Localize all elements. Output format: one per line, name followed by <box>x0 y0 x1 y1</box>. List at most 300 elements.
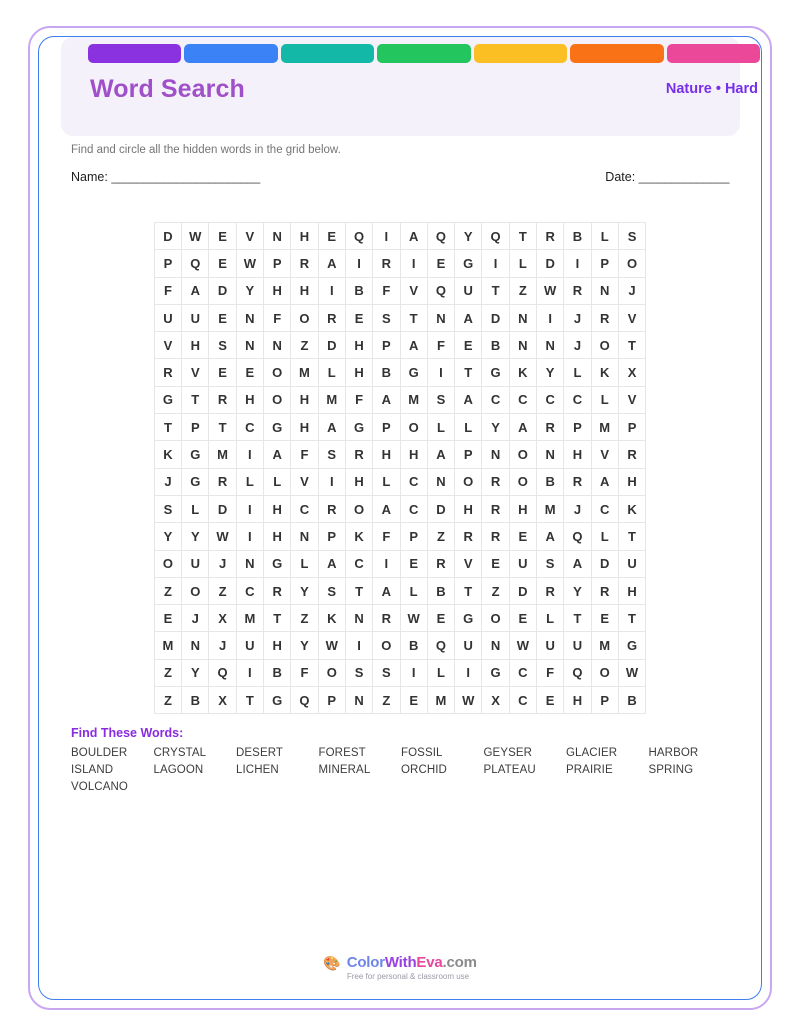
wordlist-item[interactable]: ORCHID <box>401 764 447 776</box>
grid-cell-r6c14[interactable]: K <box>509 359 536 386</box>
grid-cell-r8c16[interactable]: P <box>564 414 591 441</box>
wordlist-item[interactable]: SPRING <box>648 764 694 776</box>
grid-cell-r5c15[interactable]: N <box>536 332 563 359</box>
grid-cell-r11c1[interactable]: S <box>154 495 181 522</box>
grid-cell-r15c1[interactable]: E <box>154 605 181 632</box>
grid-cell-r2c18[interactable]: O <box>618 250 645 277</box>
grid-cell-r9c15[interactable]: N <box>536 441 563 468</box>
grid-cell-r1c17[interactable]: L <box>591 223 618 250</box>
grid-cell-r10c18[interactable]: H <box>618 468 645 495</box>
grid-cell-r11c13[interactable]: R <box>482 495 509 522</box>
grid-cell-r2c11[interactable]: E <box>427 250 454 277</box>
grid-cell-r17c4[interactable]: I <box>236 659 263 686</box>
grid-cell-r3c8[interactable]: B <box>345 277 372 304</box>
wordlist-item[interactable]: PRAIRIE <box>566 764 613 776</box>
grid-cell-r17c9[interactable]: S <box>373 659 400 686</box>
grid-cell-r15c13[interactable]: O <box>482 605 509 632</box>
grid-cell-r5c9[interactable]: P <box>373 332 400 359</box>
grid-cell-r15c15[interactable]: L <box>536 605 563 632</box>
grid-cell-r6c9[interactable]: B <box>373 359 400 386</box>
grid-cell-r6c1[interactable]: R <box>154 359 181 386</box>
grid-cell-r11c8[interactable]: O <box>345 495 372 522</box>
grid-cell-r13c9[interactable]: I <box>373 550 400 577</box>
grid-cell-r18c15[interactable]: E <box>536 687 563 714</box>
grid-cell-r7c8[interactable]: F <box>345 386 372 413</box>
grid-cell-r4c14[interactable]: N <box>509 304 536 331</box>
grid-cell-r12c1[interactable]: Y <box>154 523 181 550</box>
grid-cell-r5c3[interactable]: S <box>209 332 236 359</box>
grid-cell-r4c2[interactable]: U <box>182 304 209 331</box>
grid-cell-r13c14[interactable]: U <box>509 550 536 577</box>
grid-cell-r14c17[interactable]: R <box>591 577 618 604</box>
grid-cell-r5c13[interactable]: B <box>482 332 509 359</box>
grid-cell-r17c10[interactable]: I <box>400 659 427 686</box>
grid-cell-r3c10[interactable]: V <box>400 277 427 304</box>
wordlist-item[interactable]: HARBOR <box>648 747 699 759</box>
grid-cell-r14c5[interactable]: R <box>264 577 291 604</box>
grid-cell-r11c6[interactable]: C <box>291 495 318 522</box>
grid-cell-r16c18[interactable]: G <box>618 632 645 659</box>
grid-cell-r12c11[interactable]: Z <box>427 523 454 550</box>
grid-cell-r13c5[interactable]: G <box>264 550 291 577</box>
grid-cell-r2c13[interactable]: I <box>482 250 509 277</box>
grid-cell-r11c5[interactable]: H <box>264 495 291 522</box>
grid-cell-r3c9[interactable]: F <box>373 277 400 304</box>
grid-cell-r7c15[interactable]: C <box>536 386 563 413</box>
grid-cell-r13c11[interactable]: R <box>427 550 454 577</box>
grid-cell-r8c18[interactable]: P <box>618 414 645 441</box>
grid-cell-r9c5[interactable]: A <box>264 441 291 468</box>
grid-cell-r15c3[interactable]: X <box>209 605 236 632</box>
grid-cell-r11c11[interactable]: D <box>427 495 454 522</box>
grid-cell-r14c16[interactable]: Y <box>564 577 591 604</box>
grid-cell-r11c14[interactable]: H <box>509 495 536 522</box>
grid-cell-r17c14[interactable]: C <box>509 659 536 686</box>
grid-cell-r9c7[interactable]: S <box>318 441 345 468</box>
grid-cell-r1c11[interactable]: Q <box>427 223 454 250</box>
grid-cell-r6c3[interactable]: E <box>209 359 236 386</box>
grid-cell-r14c9[interactable]: A <box>373 577 400 604</box>
grid-cell-r12c6[interactable]: N <box>291 523 318 550</box>
grid-cell-r2c6[interactable]: R <box>291 250 318 277</box>
grid-cell-r2c8[interactable]: I <box>345 250 372 277</box>
grid-cell-r16c15[interactable]: U <box>536 632 563 659</box>
grid-cell-r17c3[interactable]: Q <box>209 659 236 686</box>
grid-cell-r16c4[interactable]: U <box>236 632 263 659</box>
grid-cell-r7c4[interactable]: H <box>236 386 263 413</box>
grid-cell-r18c8[interactable]: N <box>345 687 372 714</box>
grid-cell-r13c1[interactable]: O <box>154 550 181 577</box>
grid-cell-r10c15[interactable]: B <box>536 468 563 495</box>
grid-cell-r8c2[interactable]: P <box>182 414 209 441</box>
grid-cell-r18c5[interactable]: G <box>264 687 291 714</box>
wordlist-item[interactable]: DESERT <box>236 747 284 759</box>
word-search-grid[interactable] <box>154 222 646 714</box>
grid-cell-r11c3[interactable]: D <box>209 495 236 522</box>
grid-cell-r9c8[interactable]: R <box>345 441 372 468</box>
grid-cell-r5c17[interactable]: O <box>591 332 618 359</box>
grid-cell-r14c6[interactable]: Y <box>291 577 318 604</box>
grid-cell-r14c10[interactable]: L <box>400 577 427 604</box>
grid-cell-r13c15[interactable]: S <box>536 550 563 577</box>
grid-cell-r18c11[interactable]: M <box>427 687 454 714</box>
grid-cell-r1c15[interactable]: R <box>536 223 563 250</box>
grid-cell-r12c4[interactable]: I <box>236 523 263 550</box>
grid-cell-r4c18[interactable]: V <box>618 304 645 331</box>
grid-cell-r1c5[interactable]: N <box>264 223 291 250</box>
grid-cell-r11c9[interactable]: A <box>373 495 400 522</box>
grid-cell-r8c6[interactable]: H <box>291 414 318 441</box>
grid-cell-r8c4[interactable]: C <box>236 414 263 441</box>
grid-cell-r17c16[interactable]: Q <box>564 659 591 686</box>
grid-cell-r13c3[interactable]: J <box>209 550 236 577</box>
grid-cell-r14c4[interactable]: C <box>236 577 263 604</box>
grid-cell-r6c7[interactable]: L <box>318 359 345 386</box>
grid-cell-r17c8[interactable]: S <box>345 659 372 686</box>
grid-cell-r18c2[interactable]: B <box>182 687 209 714</box>
grid-cell-r2c17[interactable]: P <box>591 250 618 277</box>
grid-cell-r7c10[interactable]: M <box>400 386 427 413</box>
grid-cell-r1c3[interactable]: E <box>209 223 236 250</box>
grid-cell-r4c4[interactable]: N <box>236 304 263 331</box>
grid-cell-r17c7[interactable]: O <box>318 659 345 686</box>
grid-cell-r12c2[interactable]: Y <box>182 523 209 550</box>
grid-cell-r8c7[interactable]: A <box>318 414 345 441</box>
grid-cell-r12c18[interactable]: T <box>618 523 645 550</box>
grid-cell-r13c18[interactable]: U <box>618 550 645 577</box>
grid-cell-r9c12[interactable]: P <box>455 441 482 468</box>
grid-cell-r5c14[interactable]: N <box>509 332 536 359</box>
grid-cell-r1c12[interactable]: Y <box>455 223 482 250</box>
grid-cell-r3c7[interactable]: I <box>318 277 345 304</box>
grid-cell-r5c8[interactable]: H <box>345 332 372 359</box>
grid-cell-r12c17[interactable]: L <box>591 523 618 550</box>
grid-cell-r13c7[interactable]: A <box>318 550 345 577</box>
grid-cell-r17c17[interactable]: O <box>591 659 618 686</box>
grid-cell-r13c4[interactable]: N <box>236 550 263 577</box>
grid-cell-r2c15[interactable]: D <box>536 250 563 277</box>
wordlist-item[interactable]: LICHEN <box>236 764 279 776</box>
grid-cell-r11c7[interactable]: R <box>318 495 345 522</box>
grid-cell-r18c10[interactable]: E <box>400 687 427 714</box>
grid-cell-r3c13[interactable]: T <box>482 277 509 304</box>
grid-cell-r12c16[interactable]: Q <box>564 523 591 550</box>
grid-cell-r4c5[interactable]: F <box>264 304 291 331</box>
grid-cell-r16c16[interactable]: U <box>564 632 591 659</box>
grid-cell-r11c2[interactable]: L <box>182 495 209 522</box>
grid-cell-r16c17[interactable]: M <box>591 632 618 659</box>
grid-cell-r9c16[interactable]: H <box>564 441 591 468</box>
grid-cell-r15c14[interactable]: E <box>509 605 536 632</box>
grid-cell-r1c7[interactable]: E <box>318 223 345 250</box>
grid-cell-r3c6[interactable]: H <box>291 277 318 304</box>
grid-cell-r8c3[interactable]: T <box>209 414 236 441</box>
grid-cell-r13c10[interactable]: E <box>400 550 427 577</box>
grid-cell-r7c6[interactable]: H <box>291 386 318 413</box>
grid-cell-r15c4[interactable]: M <box>236 605 263 632</box>
grid-cell-r14c2[interactable]: O <box>182 577 209 604</box>
grid-cell-r7c1[interactable]: G <box>154 386 181 413</box>
grid-cell-r15c7[interactable]: K <box>318 605 345 632</box>
grid-cell-r2c4[interactable]: W <box>236 250 263 277</box>
grid-cell-r10c4[interactable]: L <box>236 468 263 495</box>
grid-cell-r7c13[interactable]: C <box>482 386 509 413</box>
grid-cell-r8c1[interactable]: T <box>154 414 181 441</box>
grid-cell-r7c12[interactable]: A <box>455 386 482 413</box>
grid-cell-r9c14[interactable]: O <box>509 441 536 468</box>
grid-cell-r17c5[interactable]: B <box>264 659 291 686</box>
grid-cell-r1c13[interactable]: Q <box>482 223 509 250</box>
grid-cell-r15c10[interactable]: W <box>400 605 427 632</box>
grid-cell-r14c8[interactable]: T <box>345 577 372 604</box>
grid-cell-r4c12[interactable]: A <box>455 304 482 331</box>
grid-cell-r16c5[interactable]: H <box>264 632 291 659</box>
grid-cell-r10c5[interactable]: L <box>264 468 291 495</box>
grid-cell-r8c14[interactable]: A <box>509 414 536 441</box>
wordlist-item[interactable]: MINERAL <box>318 764 371 776</box>
grid-cell-r3c18[interactable]: J <box>618 277 645 304</box>
grid-cell-r18c3[interactable]: X <box>209 687 236 714</box>
grid-cell-r3c4[interactable]: Y <box>236 277 263 304</box>
grid-cell-r10c17[interactable]: A <box>591 468 618 495</box>
grid-cell-r11c10[interactable]: C <box>400 495 427 522</box>
grid-cell-r10c1[interactable]: J <box>154 468 181 495</box>
grid-cell-r4c9[interactable]: S <box>373 304 400 331</box>
wordlist-item[interactable]: CRYSTAL <box>153 747 207 759</box>
grid-cell-r12c10[interactable]: P <box>400 523 427 550</box>
grid-cell-r12c9[interactable]: F <box>373 523 400 550</box>
grid-cell-r5c4[interactable]: N <box>236 332 263 359</box>
grid-cell-r5c16[interactable]: J <box>564 332 591 359</box>
grid-cell-r2c3[interactable]: E <box>209 250 236 277</box>
grid-cell-r17c18[interactable]: W <box>618 659 645 686</box>
grid-cell-r7c11[interactable]: S <box>427 386 454 413</box>
wordlist-item[interactable]: BOULDER <box>71 747 128 759</box>
grid-cell-r9c2[interactable]: G <box>182 441 209 468</box>
grid-cell-r3c15[interactable]: W <box>536 277 563 304</box>
grid-cell-r6c5[interactable]: O <box>264 359 291 386</box>
grid-cell-r14c11[interactable]: B <box>427 577 454 604</box>
grid-cell-r17c15[interactable]: F <box>536 659 563 686</box>
grid-cell-r9c10[interactable]: H <box>400 441 427 468</box>
grid-cell-r5c1[interactable]: V <box>154 332 181 359</box>
grid-cell-r3c11[interactable]: Q <box>427 277 454 304</box>
grid-cell-r1c14[interactable]: T <box>509 223 536 250</box>
grid-cell-r3c5[interactable]: H <box>264 277 291 304</box>
grid-cell-r16c1[interactable]: M <box>154 632 181 659</box>
grid-cell-r10c9[interactable]: L <box>373 468 400 495</box>
grid-cell-r11c18[interactable]: K <box>618 495 645 522</box>
grid-cell-r5c12[interactable]: E <box>455 332 482 359</box>
grid-cell-r17c13[interactable]: G <box>482 659 509 686</box>
grid-cell-r5c6[interactable]: Z <box>291 332 318 359</box>
grid-cell-r8c5[interactable]: G <box>264 414 291 441</box>
grid-cell-r9c4[interactable]: I <box>236 441 263 468</box>
grid-cell-r16c11[interactable]: Q <box>427 632 454 659</box>
grid-cell-r14c12[interactable]: T <box>455 577 482 604</box>
grid-cell-r9c11[interactable]: A <box>427 441 454 468</box>
grid-cell-r8c15[interactable]: R <box>536 414 563 441</box>
grid-cell-r2c2[interactable]: Q <box>182 250 209 277</box>
grid-cell-r4c17[interactable]: R <box>591 304 618 331</box>
grid-cell-r15c6[interactable]: Z <box>291 605 318 632</box>
grid-cell-r3c14[interactable]: Z <box>509 277 536 304</box>
grid-cell-r8c12[interactable]: L <box>455 414 482 441</box>
grid-cell-r11c16[interactable]: J <box>564 495 591 522</box>
grid-cell-r4c7[interactable]: R <box>318 304 345 331</box>
grid-cell-r3c17[interactable]: N <box>591 277 618 304</box>
grid-cell-r6c8[interactable]: H <box>345 359 372 386</box>
grid-cell-r9c13[interactable]: N <box>482 441 509 468</box>
grid-cell-r11c15[interactable]: M <box>536 495 563 522</box>
grid-cell-r15c11[interactable]: E <box>427 605 454 632</box>
grid-cell-r16c2[interactable]: N <box>182 632 209 659</box>
grid-cell-r17c2[interactable]: Y <box>182 659 209 686</box>
grid-cell-r12c15[interactable]: A <box>536 523 563 550</box>
grid-cell-r7c17[interactable]: L <box>591 386 618 413</box>
grid-cell-r4c10[interactable]: T <box>400 304 427 331</box>
grid-cell-r5c18[interactable]: T <box>618 332 645 359</box>
grid-cell-r14c18[interactable]: H <box>618 577 645 604</box>
grid-cell-r11c12[interactable]: H <box>455 495 482 522</box>
grid-cell-r14c1[interactable]: Z <box>154 577 181 604</box>
grid-cell-r10c13[interactable]: R <box>482 468 509 495</box>
grid-cell-r4c16[interactable]: J <box>564 304 591 331</box>
grid-cell-r6c15[interactable]: Y <box>536 359 563 386</box>
grid-cell-r3c2[interactable]: A <box>182 277 209 304</box>
grid-cell-r18c9[interactable]: Z <box>373 687 400 714</box>
grid-cell-r5c5[interactable]: N <box>264 332 291 359</box>
grid-cell-r3c3[interactable]: D <box>209 277 236 304</box>
grid-cell-r15c2[interactable]: J <box>182 605 209 632</box>
grid-cell-r6c4[interactable]: E <box>236 359 263 386</box>
grid-cell-r7c3[interactable]: R <box>209 386 236 413</box>
grid-cell-r2c1[interactable]: P <box>154 250 181 277</box>
grid-cell-r6c6[interactable]: M <box>291 359 318 386</box>
grid-cell-r4c6[interactable]: O <box>291 304 318 331</box>
grid-cell-r5c11[interactable]: F <box>427 332 454 359</box>
grid-cell-r10c6[interactable]: V <box>291 468 318 495</box>
grid-cell-r6c12[interactable]: T <box>455 359 482 386</box>
grid-cell-r9c18[interactable]: R <box>618 441 645 468</box>
grid-cell-r10c2[interactable]: G <box>182 468 209 495</box>
grid-cell-r2c16[interactable]: I <box>564 250 591 277</box>
grid-cell-r1c1[interactable]: D <box>154 223 181 250</box>
grid-cell-r13c17[interactable]: D <box>591 550 618 577</box>
grid-cell-r17c1[interactable]: Z <box>154 659 181 686</box>
grid-cell-r7c5[interactable]: O <box>264 386 291 413</box>
grid-cell-r1c4[interactable]: V <box>236 223 263 250</box>
grid-cell-r10c7[interactable]: I <box>318 468 345 495</box>
grid-cell-r2c7[interactable]: A <box>318 250 345 277</box>
grid-cell-r2c5[interactable]: P <box>264 250 291 277</box>
grid-cell-r14c15[interactable]: R <box>536 577 563 604</box>
wordlist-item[interactable]: GEYSER <box>483 747 533 759</box>
grid-cell-r10c11[interactable]: N <box>427 468 454 495</box>
grid-cell-r7c18[interactable]: V <box>618 386 645 413</box>
grid-cell-r15c17[interactable]: E <box>591 605 618 632</box>
grid-cell-r6c16[interactable]: L <box>564 359 591 386</box>
grid-cell-r11c4[interactable]: I <box>236 495 263 522</box>
grid-cell-r8c9[interactable]: P <box>373 414 400 441</box>
name-field[interactable] <box>71 170 260 184</box>
grid-cell-r18c6[interactable]: Q <box>291 687 318 714</box>
grid-cell-r12c7[interactable]: P <box>318 523 345 550</box>
grid-cell-r4c11[interactable]: N <box>427 304 454 331</box>
wordlist-item[interactable]: VOLCANO <box>71 781 128 793</box>
grid-cell-r3c12[interactable]: U <box>455 277 482 304</box>
grid-cell-r14c14[interactable]: D <box>509 577 536 604</box>
grid-cell-r16c12[interactable]: U <box>455 632 482 659</box>
grid-cell-r1c10[interactable]: A <box>400 223 427 250</box>
grid-cell-r16c3[interactable]: J <box>209 632 236 659</box>
grid-cell-r7c2[interactable]: T <box>182 386 209 413</box>
grid-cell-r10c8[interactable]: H <box>345 468 372 495</box>
grid-cell-r9c9[interactable]: H <box>373 441 400 468</box>
grid-cell-r17c6[interactable]: F <box>291 659 318 686</box>
grid-cell-r18c4[interactable]: T <box>236 687 263 714</box>
grid-cell-r18c1[interactable]: Z <box>154 687 181 714</box>
grid-cell-r5c10[interactable]: A <box>400 332 427 359</box>
grid-cell-r10c16[interactable]: R <box>564 468 591 495</box>
grid-cell-r18c14[interactable]: C <box>509 687 536 714</box>
grid-cell-r18c7[interactable]: P <box>318 687 345 714</box>
grid-cell-r18c13[interactable]: X <box>482 687 509 714</box>
grid-cell-r14c7[interactable]: S <box>318 577 345 604</box>
grid-cell-r4c13[interactable]: D <box>482 304 509 331</box>
grid-cell-r17c11[interactable]: L <box>427 659 454 686</box>
grid-cell-r1c9[interactable]: I <box>373 223 400 250</box>
grid-cell-r18c18[interactable]: B <box>618 687 645 714</box>
date-field[interactable] <box>605 170 729 184</box>
grid-cell-r1c16[interactable]: B <box>564 223 591 250</box>
wordlist-item[interactable]: GLACIER <box>566 747 618 759</box>
grid-cell-r6c10[interactable]: G <box>400 359 427 386</box>
grid-cell-r6c17[interactable]: K <box>591 359 618 386</box>
grid-cell-r8c10[interactable]: O <box>400 414 427 441</box>
grid-cell-r10c10[interactable]: C <box>400 468 427 495</box>
grid-cell-r4c3[interactable]: E <box>209 304 236 331</box>
grid-cell-r4c15[interactable]: I <box>536 304 563 331</box>
grid-cell-r7c16[interactable]: C <box>564 386 591 413</box>
grid-cell-r16c14[interactable]: W <box>509 632 536 659</box>
grid-cell-r7c9[interactable]: A <box>373 386 400 413</box>
grid-cell-r13c8[interactable]: C <box>345 550 372 577</box>
grid-cell-r15c9[interactable]: R <box>373 605 400 632</box>
wordlist-item[interactable]: LAGOON <box>153 764 204 776</box>
wordlist-item[interactable]: PLATEAU <box>483 764 536 776</box>
grid-cell-r4c1[interactable]: U <box>154 304 181 331</box>
grid-cell-r6c11[interactable]: I <box>427 359 454 386</box>
grid-cell-r2c9[interactable]: R <box>373 250 400 277</box>
grid-cell-r11c17[interactable]: C <box>591 495 618 522</box>
grid-cell-r7c14[interactable]: C <box>509 386 536 413</box>
grid-cell-r13c13[interactable]: E <box>482 550 509 577</box>
grid-cell-r16c7[interactable]: W <box>318 632 345 659</box>
grid-cell-r6c13[interactable]: G <box>482 359 509 386</box>
grid-cell-r12c13[interactable]: R <box>482 523 509 550</box>
grid-cell-r16c13[interactable]: N <box>482 632 509 659</box>
grid-cell-r18c12[interactable]: W <box>455 687 482 714</box>
grid-cell-r14c3[interactable]: Z <box>209 577 236 604</box>
grid-cell-r8c17[interactable]: M <box>591 414 618 441</box>
grid-cell-r8c8[interactable]: G <box>345 414 372 441</box>
grid-cell-r16c9[interactable]: O <box>373 632 400 659</box>
grid-cell-r2c12[interactable]: G <box>455 250 482 277</box>
grid-cell-r5c7[interactable]: D <box>318 332 345 359</box>
grid-cell-r12c3[interactable]: W <box>209 523 236 550</box>
grid-cell-r2c14[interactable]: L <box>509 250 536 277</box>
